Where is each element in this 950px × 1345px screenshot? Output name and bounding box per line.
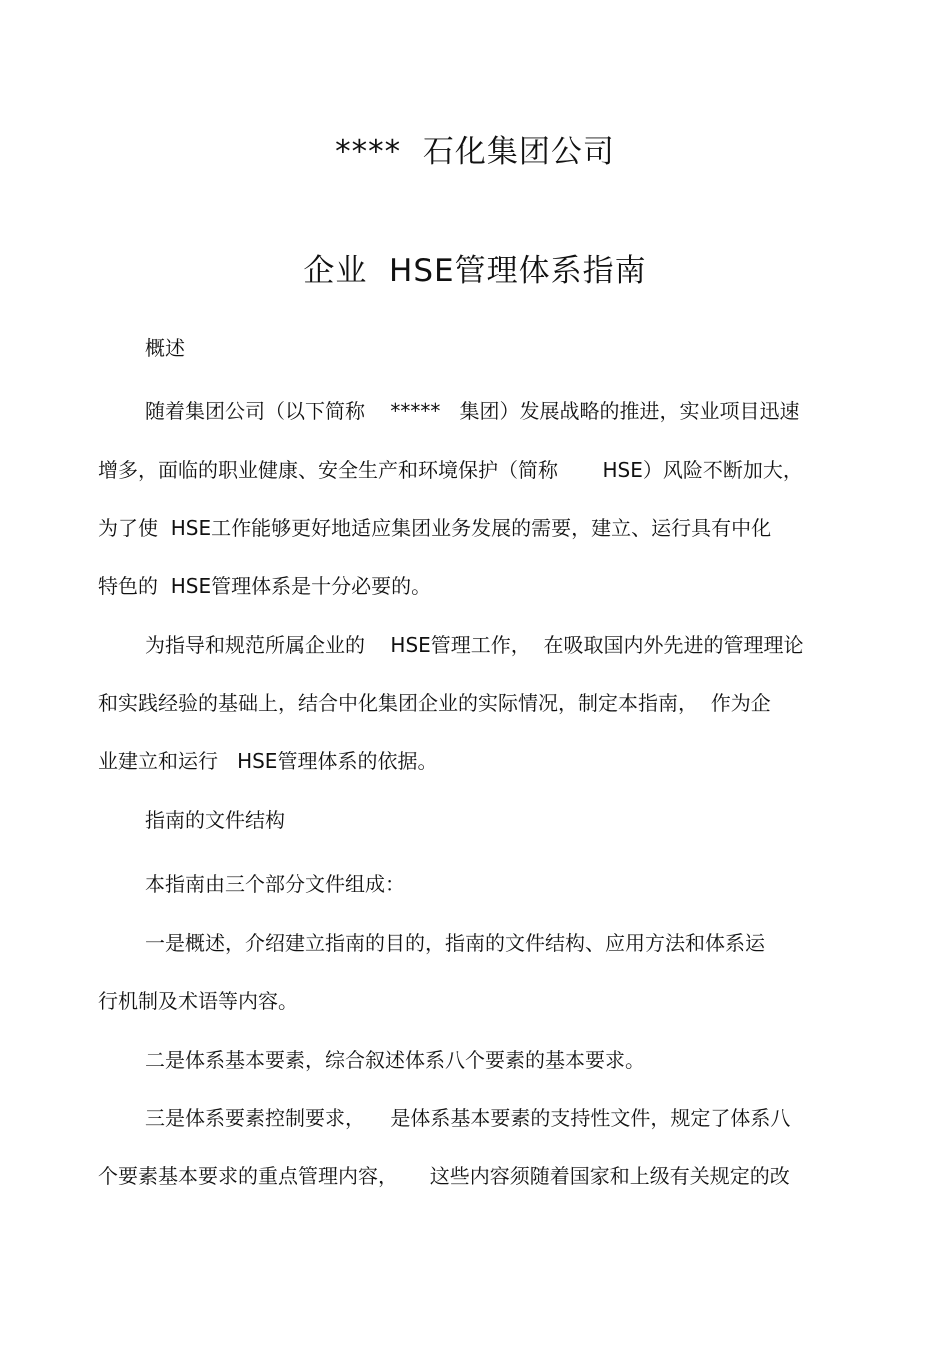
paragraph-line: 一是概述，介绍建立指南的目的，指南的文件结构、应用方法和体系运 [145, 931, 765, 955]
paragraph-line: 和实践经验的基础上，结合中化集团企业的实际情况，制定本指南， 作为企 [98, 691, 771, 715]
section-heading-overview: 概述 [145, 336, 185, 360]
paragraph-line: 二是体系基本要素，综合叙述体系八个要素的基本要求。 [145, 1048, 645, 1072]
paragraph-line: 三是体系要素控制要求， 是体系基本要素的支持性文件，规定了体系八 [145, 1106, 791, 1130]
paragraph-line: 随着集团公司（以下简称 ***** 集团）发展战略的推进，实业项目迅速 [145, 399, 800, 423]
paragraph-line: 为指导和规范所属企业的 HSE管理工作， 在吸取国内外先进的管理理论 [145, 633, 804, 657]
paragraph-line: 个要素基本要求的重点管理内容， 这些内容须随着国家和上级有关规定的改 [98, 1164, 790, 1188]
paragraph-line: 特色的 HSE管理体系是十分必要的。 [98, 574, 432, 598]
company-title: **** 石化集团公司 [335, 134, 615, 170]
section-heading-structure: 指南的文件结构 [145, 808, 285, 832]
paragraph-line: 行机制及术语等内容。 [98, 989, 298, 1013]
paragraph-line: 增多，面临的职业健康、安全生产和环境保护（简称 HSE）风险不断加大， [98, 458, 803, 482]
document-title: 企业 HSE管理体系指南 [303, 253, 647, 289]
paragraph-line: 为了使 HSE工作能够更好地适应集团业务发展的需要，建立、运行具有中化 [98, 516, 772, 540]
paragraph-line: 业建立和运行 HSE管理体系的依据。 [98, 749, 438, 773]
paragraph-line: 本指南由三个部分文件组成： [145, 872, 405, 896]
